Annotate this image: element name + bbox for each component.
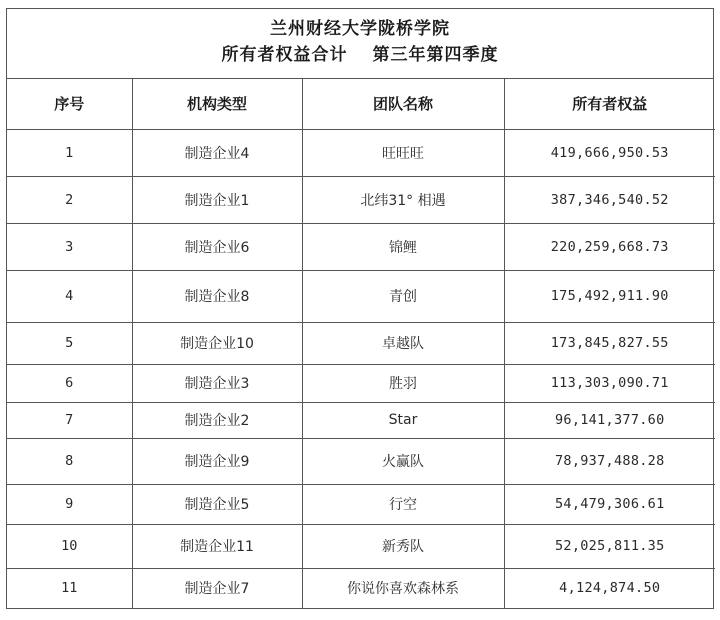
equity-cell: 419,666,950.53 xyxy=(504,129,715,176)
equity-ranking-sheet xyxy=(6,8,714,609)
equity-cell: 173,845,827.55 xyxy=(504,322,715,364)
org-type-cell: 制造企业10 xyxy=(132,322,302,364)
header-team-name: 团队名称 xyxy=(302,79,504,129)
table-row xyxy=(7,322,715,364)
institution-title: 兰州财经大学陇桥学院 xyxy=(270,19,450,39)
rank-cell: 2 xyxy=(7,176,132,223)
org-type-cell: 制造企业11 xyxy=(132,524,302,568)
title-block xyxy=(7,9,713,79)
table-row xyxy=(7,364,715,402)
equity-cell: 52,025,811.35 xyxy=(504,524,715,568)
org-type-cell: 制造企业6 xyxy=(132,223,302,270)
org-type-cell: 制造企业9 xyxy=(132,438,302,484)
org-type-cell: 制造企业5 xyxy=(132,484,302,524)
org-type-cell: 制造企业2 xyxy=(132,402,302,438)
rank-cell: 9 xyxy=(7,484,132,524)
team-name-cell: 新秀队 xyxy=(302,524,504,568)
rank-cell: 8 xyxy=(7,438,132,484)
equity-cell: 113,303,090.71 xyxy=(504,364,715,402)
org-type-cell: 制造企业4 xyxy=(132,129,302,176)
rank-cell: 3 xyxy=(7,223,132,270)
team-name-cell: 行空 xyxy=(302,484,504,524)
team-name-cell: 青创 xyxy=(302,270,504,322)
table-row xyxy=(7,438,715,484)
table-row xyxy=(7,524,715,568)
team-name-cell: 胜羽 xyxy=(302,364,504,402)
header-rank: 序号 xyxy=(7,79,132,129)
rank-cell: 4 xyxy=(7,270,132,322)
rank-cell: 5 xyxy=(7,322,132,364)
equity-cell: 78,937,488.28 xyxy=(504,438,715,484)
team-name-cell: 北纬31° 相遇 xyxy=(302,176,504,223)
table-row xyxy=(7,270,715,322)
team-name-cell: 火赢队 xyxy=(302,438,504,484)
rank-cell: 11 xyxy=(7,568,132,608)
team-name-cell: 卓越队 xyxy=(302,322,504,364)
rank-cell: 10 xyxy=(7,524,132,568)
table-row xyxy=(7,129,715,176)
rank-cell: 7 xyxy=(7,402,132,438)
table-row xyxy=(7,484,715,524)
org-type-cell: 制造企业7 xyxy=(132,568,302,608)
equity-table xyxy=(7,79,715,608)
header-org-type: 机构类型 xyxy=(132,79,302,129)
equity-cell: 175,492,911.90 xyxy=(504,270,715,322)
equity-cell: 4,124,874.50 xyxy=(504,568,715,608)
equity-cell: 387,346,540.52 xyxy=(504,176,715,223)
team-name-cell: 旺旺旺 xyxy=(302,129,504,176)
rank-cell: 1 xyxy=(7,129,132,176)
table-row xyxy=(7,223,715,270)
header-owner-equity: 所有者权益 xyxy=(504,79,715,129)
table-row xyxy=(7,176,715,223)
org-type-cell: 制造企业1 xyxy=(132,176,302,223)
equity-cell: 220,259,668.73 xyxy=(504,223,715,270)
team-name-cell: Star xyxy=(302,402,504,438)
equity-cell: 54,479,306.61 xyxy=(504,484,715,524)
org-type-cell: 制造企业3 xyxy=(132,364,302,402)
org-type-cell: 制造企业8 xyxy=(132,270,302,322)
equity-cell: 96,141,377.60 xyxy=(504,402,715,438)
report-title: 所有者权益合计 第三年第四季度 xyxy=(221,45,499,65)
team-name-cell: 锦鲤 xyxy=(302,223,504,270)
team-name-cell: 你说你喜欢森林系 xyxy=(302,568,504,608)
header-row xyxy=(7,79,715,129)
table-row xyxy=(7,402,715,438)
table-row xyxy=(7,568,715,608)
rank-cell: 6 xyxy=(7,364,132,402)
